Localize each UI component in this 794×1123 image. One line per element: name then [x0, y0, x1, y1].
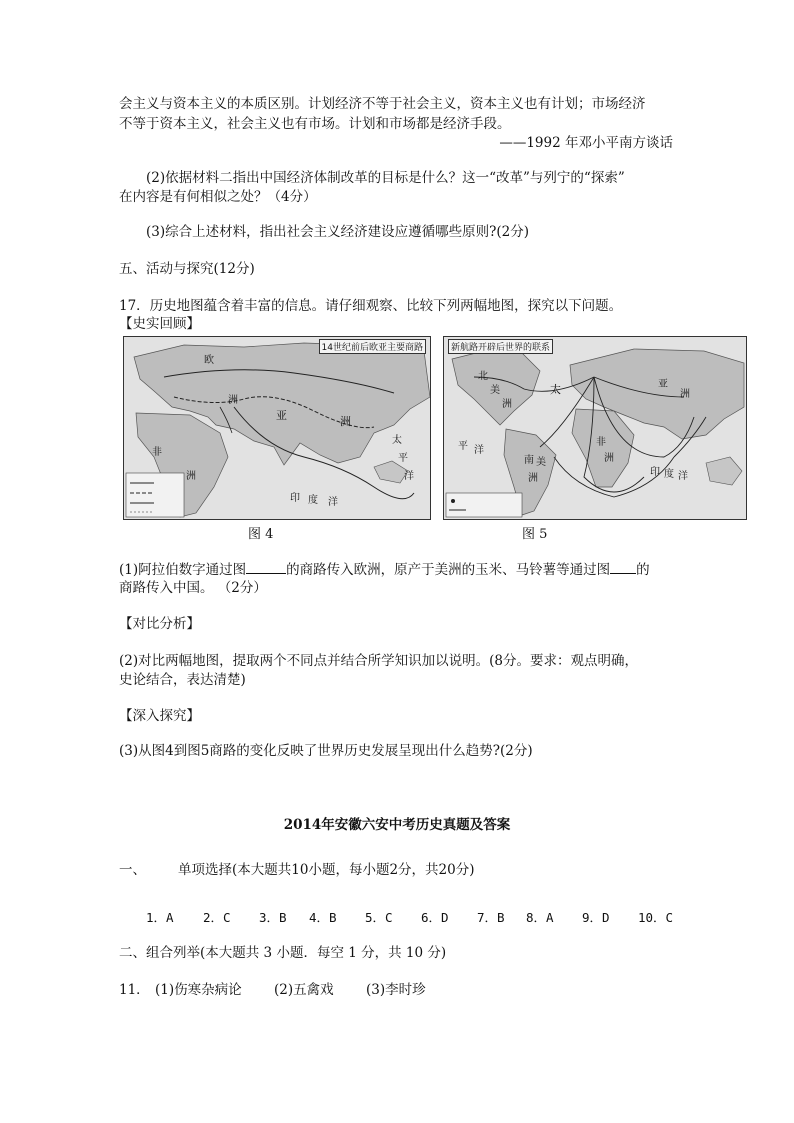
- question-3: (3)综合上述材料，指出社会主义经济建设应遵循哪些原则?(2分): [146, 224, 529, 240]
- question-17-2-line-1: (2)对比两幅地图，提取两个不同点并结合所学知识加以说明。(8分。要求：观点明确，: [119, 653, 638, 669]
- map-5-label: 北: [478, 371, 488, 382]
- compare-header: 【对比分析】: [119, 616, 200, 632]
- map-5-label: 洲: [604, 453, 614, 464]
- question-2-line-2: 在内容是有何相似之处？（4分）: [119, 189, 317, 205]
- choice-answer: 5．C: [365, 910, 393, 925]
- choice-answer: 1．A: [146, 910, 174, 925]
- question-17-intro: 17．历史地图蕴含着丰富的信息。请仔细观察、比较下列两幅地图，探究以下问题。: [119, 298, 623, 314]
- question-17-1-line-2: 商路传入中国。 （2分）: [119, 580, 267, 596]
- map-4-label: 非: [152, 447, 162, 458]
- map-4-title: 14世纪前后欧亚主要商路: [319, 339, 426, 354]
- choice-answer: 10．C: [638, 910, 674, 925]
- map-5-title: 新航路开辟后世界的联系: [448, 339, 553, 354]
- choice-answer: 8．A: [526, 910, 554, 925]
- figure-4-caption: 图 4: [248, 527, 274, 542]
- map-figure-4: [123, 336, 431, 520]
- map-5-label: 美: [536, 457, 546, 468]
- map-5-label: 非: [596, 437, 606, 448]
- answer-11-item: (1)伤寒杂病论: [155, 982, 242, 998]
- figure-5-caption: 图 5: [522, 527, 548, 542]
- answer-blank-2[interactable]: [610, 559, 636, 574]
- map-4-drawing: [124, 337, 430, 519]
- question-17-1-text-a: (1)阿拉伯数字通过图: [119, 562, 247, 578]
- question-17-1-line-1: [119, 559, 650, 580]
- explore-header: 【深入探究】: [119, 708, 200, 724]
- map-5-label: 洋: [474, 445, 484, 456]
- question-17-3: (3)从图4到图5商路的变化反映了世界历史发展呈现出什么趋势?(2分): [119, 743, 533, 759]
- map-figure-5: [443, 336, 747, 520]
- review-header: 【史实回顾】: [119, 316, 200, 332]
- map-4-label: 度: [308, 495, 318, 506]
- answer-11-number: 11．: [119, 982, 150, 998]
- map-5-label: 亚: [658, 379, 668, 390]
- map-5-label: 洲: [528, 473, 538, 484]
- map-5-label: 洋: [678, 471, 688, 482]
- choice-answer: 7．B: [477, 910, 505, 925]
- map-5-label: 度: [664, 469, 674, 480]
- material-line-2: 不等于资本主义，社会主义也有市场。计划和市场都是经济手段。: [119, 116, 511, 132]
- answer-11-item: (3)李时珍: [366, 982, 426, 998]
- answers-section-2-title: 二、组合列举(本大题共 3 小题．每空 1 分，共 10 分): [119, 945, 447, 961]
- material-source: ——1992 年邓小平南方谈话: [499, 135, 673, 151]
- map-4-label: 太: [392, 435, 402, 446]
- map-4-label: 洲: [228, 395, 238, 406]
- map-5-label: 洲: [502, 399, 512, 410]
- map-4-label: 洋: [404, 471, 414, 482]
- choice-answer: 6．D: [421, 910, 449, 925]
- choice-answer: 3．B: [259, 910, 287, 925]
- answer-11-item: (2)五禽戏: [274, 982, 334, 998]
- map-5-label: 印: [650, 467, 660, 478]
- answer-blank-1[interactable]: [246, 559, 286, 574]
- question-17-1-text-b: 的商路传入欧洲，原产于美洲的玉米、马铃薯等通过图: [286, 562, 611, 578]
- map-5-label: 洲: [680, 389, 690, 400]
- choice-answer: 2．C: [203, 910, 231, 925]
- section-5-title: 五、活动与探究(12分): [119, 261, 255, 277]
- map-4-label: 亚: [276, 409, 287, 422]
- map-4-label: 欧: [204, 355, 214, 366]
- answers-section-1-title: 单项选择(本大题共10小题，每小题2分，共20分): [178, 862, 475, 878]
- map-4-label: 印: [290, 493, 300, 504]
- map-5-label: 美: [490, 385, 500, 396]
- choice-answer: 9．D: [582, 910, 610, 925]
- map-5-label: 南: [524, 455, 534, 466]
- map-4-label: 洲: [186, 471, 196, 482]
- map-4-label: 洲: [340, 415, 351, 428]
- question-2-line-1: (2)依据材料二指出中国经济体制改革的目标是什么？这一“改革”与列宁的“探索”: [146, 170, 625, 186]
- choice-answer: 4．B: [309, 910, 337, 925]
- question-17-2-line-2: 史论结合，表达清楚): [119, 672, 246, 688]
- question-17-1-text-c: 的: [636, 562, 650, 578]
- map-5-label: 太: [550, 383, 561, 396]
- answers-section-1-number: 一、: [119, 862, 146, 878]
- material-line-1: 会主义与资本主义的本质区别。计划经济不等于社会主义，资本主义也有计划；市场经济: [119, 96, 646, 112]
- map-4-label: 平: [398, 453, 408, 464]
- map-5-drawing: [444, 337, 746, 519]
- map-5-label: 平: [458, 441, 468, 452]
- map-4-label: 洋: [328, 497, 338, 508]
- answers-title: 2014年安徽六安中考历史真题及答案: [283, 817, 511, 833]
